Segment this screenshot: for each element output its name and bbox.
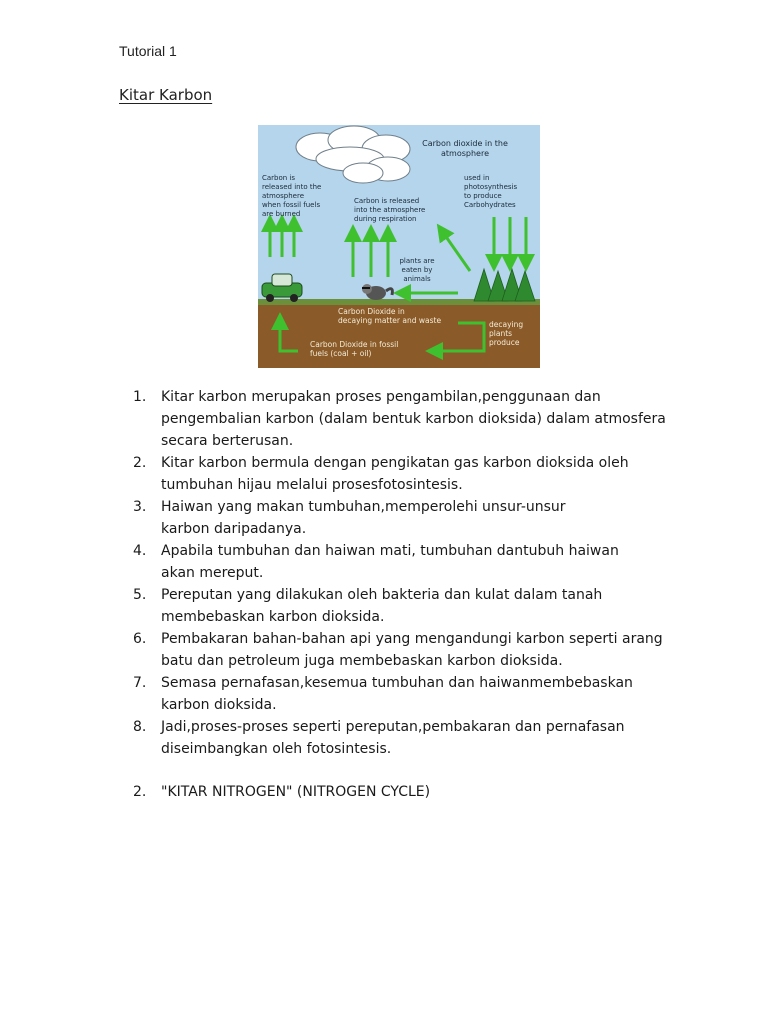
list-line: diseimbangkan oleh fotosintesis. [161, 741, 392, 757]
list-item [133, 386, 673, 452]
svg-text:decaying matter and waste: decaying matter and waste [338, 316, 442, 325]
svg-text:released into the: released into the [262, 183, 322, 191]
list-line: Pembakaran bahan-bahan api yang mengandungi karbon seperti arang [161, 631, 663, 647]
list-item [133, 672, 673, 716]
list-number: 5. [133, 587, 147, 603]
list-number: 7. [133, 675, 147, 691]
svg-text:plants are: plants are [399, 257, 435, 265]
list-item [133, 540, 673, 584]
list-number: 8. [133, 719, 147, 735]
list-number: 1. [133, 389, 147, 405]
svg-text:animals: animals [403, 275, 431, 283]
header-label: Tutorial 1 [119, 43, 177, 59]
list-line: tumbuhan hijau melalui prosesfotosintesis. [161, 477, 463, 493]
respiration-label [354, 197, 425, 223]
svg-text:into the atmosphere: into the atmosphere [354, 206, 426, 214]
list-line: karbon dioksida. [161, 697, 277, 713]
svg-text:used in: used in [464, 174, 490, 182]
list-line: batu dan petroleum juga membebaskan karbon dioksida. [161, 653, 563, 669]
list-line: Kitar karbon bermula dengan pengikatan gas karbon dioksida oleh [161, 455, 629, 471]
list-line: Haiwan yang makan tumbuhan,memperolehi unsur-unsur [161, 499, 566, 515]
list-line: membebaskan karbon dioksida. [161, 609, 385, 625]
list-line: Kitar karbon merupakan proses pengambilan,penggunaan dan [161, 389, 601, 405]
svg-text:when fossil fuels: when fossil fuels [262, 201, 321, 209]
svg-text:are burned: are burned [262, 210, 301, 218]
carbon-cycle-points [133, 386, 673, 760]
list-number: 6. [133, 631, 147, 647]
list-item [133, 496, 673, 540]
svg-text:atmosphere: atmosphere [262, 192, 304, 200]
svg-text:produce: produce [489, 338, 520, 347]
list-line: akan mereput. [161, 565, 264, 581]
section-title: "KITAR NITROGEN" (NITROGEN CYCLE) [161, 784, 431, 800]
section-number: 2. [133, 784, 147, 800]
list-number: 3. [133, 499, 147, 515]
svg-text:eaten by: eaten by [401, 266, 433, 274]
list-line: secara berterusan. [161, 433, 294, 449]
svg-text:Carbon Dioxide in: Carbon Dioxide in [338, 307, 405, 316]
list-line: pengembalian karbon (dalam bentuk karbon dioksida) dalam atmosfera [161, 411, 666, 427]
carbon-cycle-svg [258, 125, 540, 368]
carbon-cycle-diagram [258, 125, 540, 368]
plants-eaten-label [399, 257, 434, 283]
list-item [133, 584, 673, 628]
list-line: Pereputan yang dilakukan oleh bakteria dan kulat dalam tanah [161, 587, 603, 603]
section-two-heading [133, 781, 430, 803]
svg-text:fuels (coal + oil): fuels (coal + oil) [310, 349, 372, 358]
list-number: 4. [133, 543, 147, 559]
svg-text:Carbon Dioxide in fossil: Carbon Dioxide in fossil [310, 340, 399, 349]
svg-text:Carbon dioxide in the: Carbon dioxide in the [422, 139, 508, 148]
list-line: karbon daripadanya. [161, 521, 307, 537]
list-item [133, 716, 673, 760]
list-line: Apabila tumbuhan dan haiwan mati, tumbuhan dantubuh haiwan [161, 543, 619, 559]
list-item [133, 628, 673, 672]
document-title: Kitar Karbon [119, 86, 213, 104]
list-number: 2. [133, 455, 147, 471]
svg-text:photosynthesis: photosynthesis [464, 183, 518, 191]
svg-text:to produce: to produce [464, 192, 502, 200]
svg-text:atmosphere: atmosphere [441, 149, 489, 158]
svg-text:decaying: decaying [489, 320, 524, 329]
svg-text:plants: plants [489, 329, 513, 338]
svg-text:Carbon is released: Carbon is released [354, 197, 420, 205]
list-line: Semasa pernafasan,kesemua tumbuhan dan haiwanmembebaskan [161, 675, 633, 691]
svg-text:Carbohydrates: Carbohydrates [464, 201, 516, 209]
list-item [133, 452, 673, 496]
svg-text:Carbon is: Carbon is [262, 174, 296, 182]
svg-text:during respiration: during respiration [354, 215, 417, 223]
list-line: Jadi,proses-proses seperti pereputan,pembakaran dan pernafasan [161, 719, 625, 735]
